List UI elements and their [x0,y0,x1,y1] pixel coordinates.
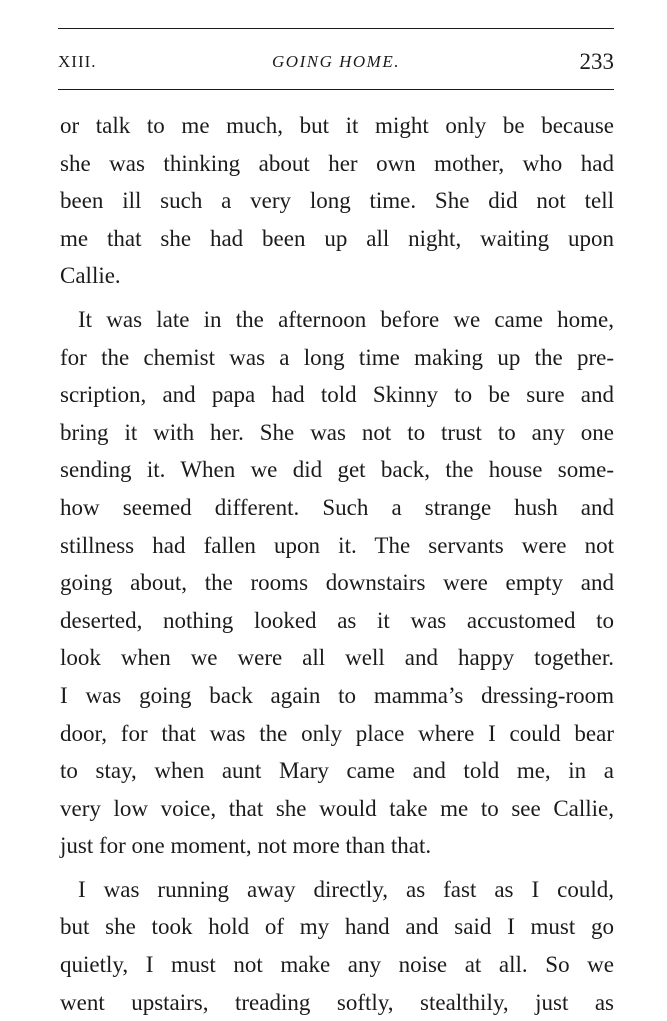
text-line: sending it. When we did get back, the house some- [60,457,614,483]
text-line: but she took hold of my hand and said I must go [60,914,614,940]
text-line: quietly, I must not make any noise at all. So we [60,952,614,978]
text-line: bring it with her. She was not to trust to any one [60,419,614,445]
top-rule [58,28,614,29]
chapter-number: XIII. [58,52,97,71]
header-rule [58,89,614,90]
text-line: to stay, when aunt Mary came and told me, in a [60,758,614,784]
body-text [60,107,614,1021]
text-line: deserted, nothing looked as it was accustomed to [60,607,614,633]
paragraph [60,871,614,1021]
running-head [58,49,614,79]
text-line: went upstairs, treading softly, stealthily, just as [60,989,614,1015]
text-line: scription, and papa had told Skinny to be sure and [60,382,614,408]
text-line: me that she had been up all night, waiting upon [60,225,614,251]
text-line: she was thinking about her own mother, who had [60,150,614,176]
text-line: going about, the rooms downstairs were empty and [60,570,614,596]
text-line: just for one moment, not more than that. [60,833,432,859]
text-line: I was running away directly, as fast as I could, [78,876,614,902]
text-line: door, for that was the only place where I could bear [60,720,614,746]
text-line: very low voice, that she would take me to see Callie, [60,795,614,821]
text-line: for the chemist was a long time making up the pre- [60,344,614,370]
text-line: how seemed different. Such a strange hush and [60,494,614,520]
paragraph [60,301,614,865]
text-line: been ill such a very long time. She did not tell [60,188,614,214]
text-line: It was late in the afternoon before we came home, [78,306,614,332]
paragraph [60,107,614,295]
text-line: I was going back again to mamma’s dressing-room [60,682,614,708]
text-line: look when we were all well and happy together. [60,645,614,671]
text-line: stillness had fallen upon it. The servants were not [60,532,614,558]
text-line: or talk to me much, but it might only be because [60,113,614,138]
text-line: Callie. [60,263,121,289]
running-title: GOING HOME. [272,52,400,71]
page-number: 233 [579,49,614,74]
